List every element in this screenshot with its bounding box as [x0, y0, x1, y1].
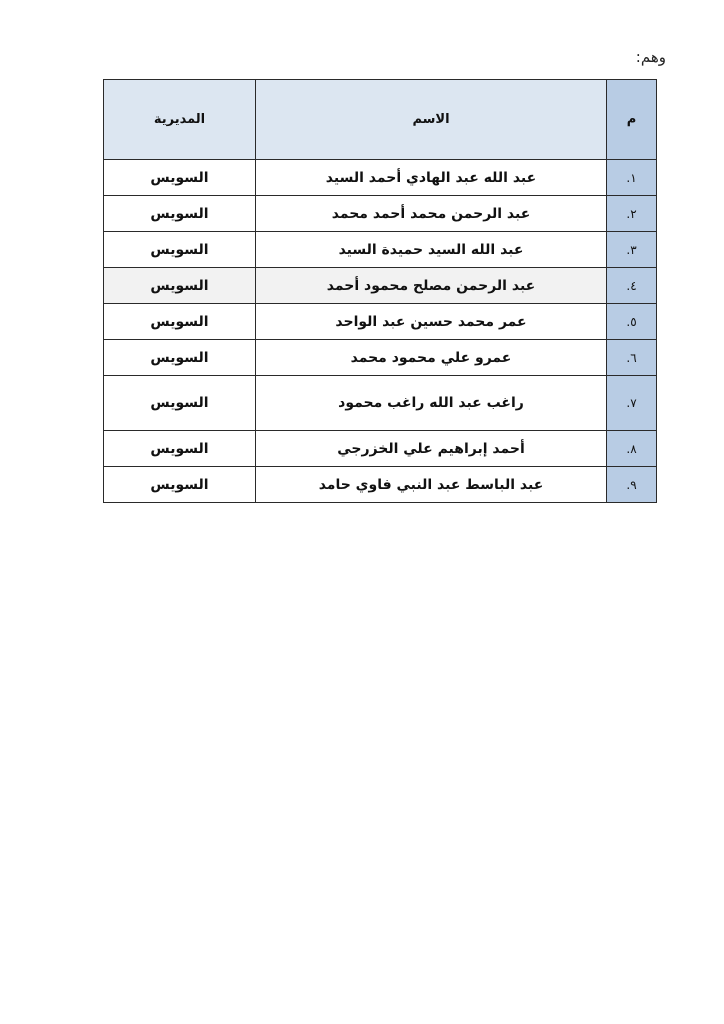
header-num: م	[607, 80, 657, 160]
table-row	[104, 376, 657, 431]
row-name: عبد الباسط عبد النبي فاوي حامد	[256, 467, 607, 503]
row-directorate: السويس	[104, 232, 256, 268]
table-header-row	[104, 80, 657, 160]
row-name: عبد الله السيد حميدة السيد	[256, 232, 607, 268]
row-num: ٩.	[607, 467, 657, 503]
row-num: ٣.	[607, 232, 657, 268]
row-name: عمرو علي محمود محمد	[256, 340, 607, 376]
table-row	[104, 160, 657, 196]
table-row	[104, 196, 657, 232]
row-directorate: السويس	[104, 160, 256, 196]
table-row	[104, 232, 657, 268]
table-row	[104, 467, 657, 503]
row-num: ٥.	[607, 304, 657, 340]
header-name: الاسم	[256, 80, 607, 160]
row-directorate: السويس	[104, 376, 256, 431]
row-num: ٦.	[607, 340, 657, 376]
table-row	[104, 268, 657, 304]
table-row	[104, 340, 657, 376]
row-directorate: السويس	[104, 340, 256, 376]
row-num: ١.	[607, 160, 657, 196]
row-name: أحمد إبراهيم علي الخزرجي	[256, 431, 607, 467]
row-directorate: السويس	[104, 431, 256, 467]
row-name: عبد الرحمن مصلح محمود أحمد	[256, 268, 607, 304]
header-directorate: المديرية	[104, 80, 256, 160]
row-directorate: السويس	[104, 196, 256, 232]
row-name: عمر محمد حسين عبد الواحد	[256, 304, 607, 340]
table-row	[104, 431, 657, 467]
row-num: ٧.	[607, 376, 657, 431]
roster-table	[103, 79, 657, 503]
row-name: راغب عبد الله راغب محمود	[256, 376, 607, 431]
table-row	[104, 304, 657, 340]
row-num: ٢.	[607, 196, 657, 232]
row-name: عبد الله عبد الهادي أحمد السيد	[256, 160, 607, 196]
row-directorate: السويس	[104, 304, 256, 340]
row-name: عبد الرحمن محمد أحمد محمد	[256, 196, 607, 232]
intro-text: وهم:	[635, 48, 666, 66]
row-num: ٤.	[607, 268, 657, 304]
row-directorate: السويس	[104, 467, 256, 503]
row-directorate: السويس	[104, 268, 256, 304]
row-num: ٨.	[607, 431, 657, 467]
